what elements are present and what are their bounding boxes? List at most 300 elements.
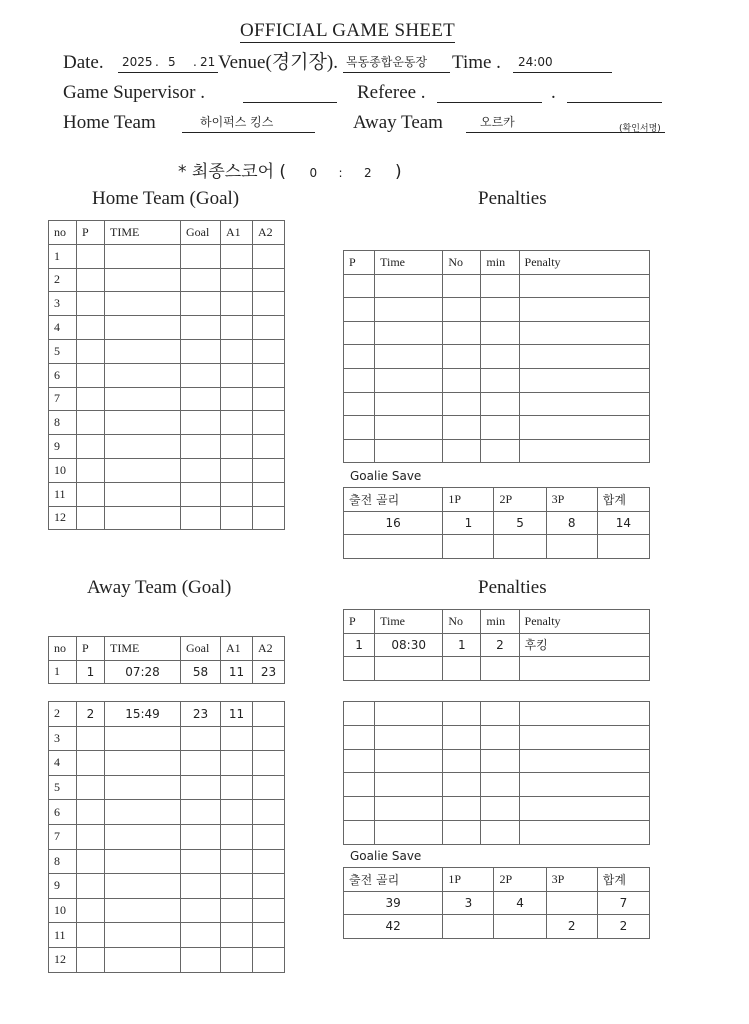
table-cell[interactable]: [253, 435, 285, 459]
table-cell[interactable]: [181, 458, 221, 482]
home-team-underline: [182, 132, 315, 133]
table-cell[interactable]: [221, 411, 253, 435]
table-cell[interactable]: [181, 775, 221, 800]
table-cell[interactable]: [253, 411, 285, 435]
table-cell[interactable]: [519, 797, 649, 821]
table-cell[interactable]: [443, 749, 481, 773]
away-penalties-title: Penalties: [478, 577, 547, 598]
table-cell[interactable]: [481, 298, 519, 322]
table-cell[interactable]: [181, 506, 221, 530]
table-cell[interactable]: [443, 274, 481, 298]
table-cell[interactable]: [519, 368, 649, 392]
supervisor-label: Game Supervisor .: [63, 82, 205, 103]
table-cell[interactable]: 14: [597, 511, 649, 535]
table-row: [49, 947, 285, 972]
table-cell[interactable]: [105, 387, 181, 411]
table-row: [49, 874, 285, 899]
table-cell[interactable]: 1: [344, 633, 375, 657]
date-month[interactable]: 5: [168, 55, 176, 69]
table-cell[interactable]: [519, 439, 649, 463]
table-cell[interactable]: 11: [221, 660, 253, 684]
table-cell[interactable]: [77, 387, 105, 411]
table-cell[interactable]: 4: [49, 751, 77, 776]
table-cell[interactable]: [221, 244, 253, 268]
table-cell[interactable]: [77, 435, 105, 459]
table-cell[interactable]: [181, 435, 221, 459]
table-cell[interactable]: 15:49: [105, 702, 181, 727]
table-cell[interactable]: [77, 268, 105, 292]
table-cell[interactable]: [221, 387, 253, 411]
table-cell[interactable]: [105, 849, 181, 874]
table-row: [344, 891, 650, 915]
table-cell[interactable]: [181, 800, 221, 825]
table-cell[interactable]: [481, 749, 519, 773]
table-cell[interactable]: [253, 244, 285, 268]
table-cell[interactable]: [546, 535, 597, 559]
table-cell[interactable]: 58: [181, 660, 221, 684]
table-cell[interactable]: [77, 923, 105, 948]
table-cell[interactable]: [253, 824, 285, 849]
table-cell[interactable]: [77, 292, 105, 316]
table-cell[interactable]: [253, 775, 285, 800]
table-cell[interactable]: [481, 439, 519, 463]
table-cell[interactable]: 2: [49, 702, 77, 727]
table-cell[interactable]: [181, 849, 221, 874]
table-cell[interactable]: [105, 874, 181, 899]
table-cell[interactable]: [253, 726, 285, 751]
table-cell[interactable]: [344, 702, 375, 726]
table-cell[interactable]: [221, 849, 253, 874]
table-cell[interactable]: [344, 725, 375, 749]
column-header: Goal: [181, 221, 221, 245]
table-cell[interactable]: [375, 749, 443, 773]
table-cell[interactable]: [77, 482, 105, 506]
table-cell[interactable]: 3: [49, 292, 77, 316]
table-cell[interactable]: 23: [253, 660, 285, 684]
table-cell[interactable]: [375, 392, 443, 416]
column-header: 출전 골리: [344, 488, 443, 512]
table-cell[interactable]: 9: [49, 435, 77, 459]
table-cell[interactable]: [375, 797, 443, 821]
table-cell[interactable]: [77, 506, 105, 530]
table-cell[interactable]: [181, 947, 221, 972]
table-cell[interactable]: [181, 268, 221, 292]
table-cell[interactable]: [105, 363, 181, 387]
table-cell[interactable]: [253, 387, 285, 411]
table-cell[interactable]: [77, 775, 105, 800]
table-cell[interactable]: 후킹: [519, 633, 649, 657]
table-cell[interactable]: [344, 657, 375, 681]
table-cell[interactable]: [375, 439, 443, 463]
table-cell[interactable]: 8: [49, 849, 77, 874]
column-header: P: [344, 251, 375, 275]
table-cell[interactable]: [443, 345, 481, 369]
table-cell[interactable]: [221, 824, 253, 849]
table-cell[interactable]: 2: [77, 702, 105, 727]
column-header: No: [443, 610, 481, 634]
table-cell[interactable]: [443, 797, 481, 821]
table-cell[interactable]: [253, 506, 285, 530]
table-cell[interactable]: [181, 898, 221, 923]
table-cell[interactable]: [253, 751, 285, 776]
table-cell[interactable]: [181, 339, 221, 363]
table-cell[interactable]: [105, 923, 181, 948]
table-cell[interactable]: [181, 316, 221, 340]
table-cell[interactable]: [481, 657, 519, 681]
table-cell[interactable]: [77, 874, 105, 899]
table-cell[interactable]: [77, 458, 105, 482]
table-cell[interactable]: [221, 800, 253, 825]
table-cell[interactable]: [481, 274, 519, 298]
table-cell[interactable]: [221, 726, 253, 751]
table-cell[interactable]: [375, 702, 443, 726]
table-row: [344, 535, 650, 559]
table-cell[interactable]: [443, 657, 481, 681]
table-cell[interactable]: 12: [49, 947, 77, 972]
final-score-home[interactable]: 0: [309, 166, 318, 180]
table-row: [49, 506, 285, 530]
table-cell[interactable]: 8: [546, 511, 597, 535]
column-header: min: [481, 610, 519, 634]
table-cell[interactable]: [77, 244, 105, 268]
column-header: P: [77, 221, 105, 245]
table-cell[interactable]: [344, 321, 375, 345]
table-cell[interactable]: 1: [49, 660, 77, 684]
column-header: P: [77, 637, 105, 661]
table-cell[interactable]: 2: [546, 915, 597, 939]
table-cell[interactable]: [481, 368, 519, 392]
table-cell[interactable]: 10: [49, 898, 77, 923]
column-header: No: [443, 251, 481, 275]
table-row: [344, 749, 650, 773]
table-cell[interactable]: [253, 923, 285, 948]
table-cell[interactable]: [105, 316, 181, 340]
table-row: [49, 482, 285, 506]
table-cell[interactable]: 7: [597, 891, 649, 915]
table-cell[interactable]: [105, 775, 181, 800]
table-cell[interactable]: [546, 891, 597, 915]
table-cell[interactable]: [253, 316, 285, 340]
table-cell[interactable]: [375, 345, 443, 369]
table-cell[interactable]: 5: [49, 339, 77, 363]
table-row: [49, 800, 285, 825]
table-cell[interactable]: 07:28: [105, 660, 181, 684]
table-cell[interactable]: [221, 775, 253, 800]
table-cell[interactable]: [443, 535, 494, 559]
table-cell[interactable]: 4: [494, 891, 546, 915]
column-header: A2: [253, 637, 285, 661]
table-cell[interactable]: 08:30: [375, 633, 443, 657]
referee-underline-1: [437, 102, 542, 103]
table-row: [344, 416, 650, 440]
table-cell[interactable]: [519, 392, 649, 416]
table-cell[interactable]: [443, 368, 481, 392]
table-cell[interactable]: [481, 725, 519, 749]
table-cell[interactable]: [375, 657, 443, 681]
table-cell[interactable]: [105, 800, 181, 825]
table-cell[interactable]: [519, 321, 649, 345]
table-cell[interactable]: [221, 751, 253, 776]
table-row: [49, 726, 285, 751]
table-cell[interactable]: [443, 392, 481, 416]
header-row: [344, 868, 650, 892]
table-cell[interactable]: [519, 773, 649, 797]
table-cell[interactable]: [181, 482, 221, 506]
table-cell[interactable]: [221, 923, 253, 948]
table-cell[interactable]: 7: [49, 387, 77, 411]
table-cell[interactable]: [253, 947, 285, 972]
column-header: 출전 골리: [344, 868, 443, 892]
table-cell[interactable]: [519, 749, 649, 773]
table-cell[interactable]: [443, 725, 481, 749]
table-cell[interactable]: [443, 773, 481, 797]
home-team-value[interactable]: 하이퍽스 킹스: [200, 115, 274, 129]
table-cell[interactable]: [519, 702, 649, 726]
table-cell[interactable]: [375, 725, 443, 749]
table-cell[interactable]: [105, 411, 181, 435]
table-cell[interactable]: [253, 874, 285, 899]
table-cell[interactable]: 11: [221, 702, 253, 727]
table-cell[interactable]: [494, 915, 546, 939]
column-header: A1: [221, 221, 253, 245]
column-header: Time: [375, 251, 443, 275]
table-cell[interactable]: [253, 458, 285, 482]
table-cell[interactable]: 1: [443, 633, 481, 657]
table-cell[interactable]: 6: [49, 363, 77, 387]
header-row: [49, 637, 285, 661]
table-cell[interactable]: [344, 368, 375, 392]
table-cell[interactable]: 4: [49, 316, 77, 340]
table-cell[interactable]: [221, 947, 253, 972]
table-cell[interactable]: [105, 292, 181, 316]
date-year[interactable]: 2025: [122, 55, 153, 69]
table-cell[interactable]: [77, 363, 105, 387]
table-cell[interactable]: [443, 702, 481, 726]
table-row: [49, 244, 285, 268]
table-row: [344, 915, 650, 939]
table-cell[interactable]: [344, 345, 375, 369]
table-cell[interactable]: 1: [49, 244, 77, 268]
table-cell[interactable]: 5: [49, 775, 77, 800]
table-cell[interactable]: 3: [443, 891, 494, 915]
table-cell[interactable]: [105, 726, 181, 751]
table-cell[interactable]: [77, 339, 105, 363]
column-header: 3P: [546, 488, 597, 512]
referee-underline-2: [567, 102, 662, 103]
table-cell[interactable]: 2: [481, 633, 519, 657]
date-day[interactable]: 21: [200, 55, 216, 69]
table-cell[interactable]: [105, 898, 181, 923]
home-goal-title: Home Team (Goal): [92, 188, 240, 209]
column-header: TIME: [105, 637, 181, 661]
venue-value[interactable]: 목동종합운동장: [346, 55, 428, 69]
table-cell[interactable]: [344, 298, 375, 322]
table-cell[interactable]: [375, 321, 443, 345]
table-cell[interactable]: 8: [49, 411, 77, 435]
table-cell[interactable]: [181, 244, 221, 268]
table-cell[interactable]: [221, 898, 253, 923]
final-score-label: * 최종스코어 (: [178, 162, 287, 182]
table-cell[interactable]: [77, 947, 105, 972]
table-cell[interactable]: [181, 363, 221, 387]
table-cell[interactable]: [481, 797, 519, 821]
table-cell[interactable]: [344, 820, 375, 844]
table-cell[interactable]: [519, 416, 649, 440]
table-cell[interactable]: 6: [49, 800, 77, 825]
table-cell[interactable]: [105, 751, 181, 776]
table-cell[interactable]: [443, 915, 494, 939]
table-cell[interactable]: [375, 773, 443, 797]
column-header: 합계: [597, 488, 649, 512]
table-cell[interactable]: [253, 800, 285, 825]
table-cell[interactable]: [344, 749, 375, 773]
table-cell[interactable]: [181, 387, 221, 411]
table-cell[interactable]: [481, 345, 519, 369]
table-cell[interactable]: [221, 435, 253, 459]
column-header: A1: [221, 637, 253, 661]
table-cell[interactable]: [519, 274, 649, 298]
table-cell[interactable]: [519, 298, 649, 322]
table-cell[interactable]: [181, 411, 221, 435]
away-penalties-table-bottom: [343, 701, 650, 845]
table-cell[interactable]: [105, 339, 181, 363]
table-cell[interactable]: 1: [77, 660, 105, 684]
table-cell[interactable]: [375, 416, 443, 440]
table-cell[interactable]: [221, 506, 253, 530]
table-cell[interactable]: [77, 800, 105, 825]
table-cell[interactable]: [105, 458, 181, 482]
table-cell[interactable]: 12: [49, 506, 77, 530]
table-cell[interactable]: [181, 726, 221, 751]
table-cell[interactable]: [253, 363, 285, 387]
table-cell[interactable]: [181, 292, 221, 316]
table-cell[interactable]: 11: [49, 482, 77, 506]
table-cell[interactable]: [105, 268, 181, 292]
table-cell[interactable]: [344, 773, 375, 797]
table-cell[interactable]: [344, 797, 375, 821]
table-cell[interactable]: [253, 268, 285, 292]
table-cell[interactable]: [344, 392, 375, 416]
table-cell[interactable]: [253, 898, 285, 923]
table-cell[interactable]: [105, 435, 181, 459]
table-cell[interactable]: 2: [49, 268, 77, 292]
table-cell[interactable]: [77, 751, 105, 776]
table-row: [344, 298, 650, 322]
table-cell[interactable]: [181, 824, 221, 849]
table-cell[interactable]: [519, 345, 649, 369]
referee-dot: .: [551, 82, 556, 103]
table-cell[interactable]: [344, 274, 375, 298]
table-cell[interactable]: [344, 535, 443, 559]
table-cell[interactable]: [221, 874, 253, 899]
table-cell[interactable]: [519, 725, 649, 749]
table-cell[interactable]: [105, 824, 181, 849]
time-value[interactable]: 24:00: [518, 55, 553, 69]
table-cell[interactable]: [221, 458, 253, 482]
column-header: Goal: [181, 637, 221, 661]
away-goal-table-bottom: [48, 701, 285, 973]
table-cell[interactable]: [443, 321, 481, 345]
table-cell[interactable]: [443, 298, 481, 322]
column-header: Penalty: [519, 610, 649, 634]
table-cell[interactable]: 5: [494, 511, 546, 535]
table-cell[interactable]: [443, 820, 481, 844]
table-cell[interactable]: [253, 849, 285, 874]
table-cell[interactable]: 3: [49, 726, 77, 751]
table-cell[interactable]: [481, 416, 519, 440]
table-cell[interactable]: [77, 824, 105, 849]
table-cell[interactable]: 10: [49, 458, 77, 482]
table-cell[interactable]: [519, 657, 649, 681]
table-cell[interactable]: 39: [344, 891, 443, 915]
table-cell[interactable]: [481, 702, 519, 726]
table-cell[interactable]: [105, 482, 181, 506]
table-cell[interactable]: [481, 392, 519, 416]
table-cell[interactable]: 16: [344, 511, 443, 535]
table-cell[interactable]: [221, 363, 253, 387]
table-cell[interactable]: [105, 947, 181, 972]
table-cell[interactable]: [481, 321, 519, 345]
table-cell[interactable]: [105, 244, 181, 268]
table-cell[interactable]: [443, 416, 481, 440]
final-score-away[interactable]: 2: [363, 166, 372, 180]
table-cell[interactable]: [253, 482, 285, 506]
table-cell[interactable]: [77, 849, 105, 874]
table-cell[interactable]: [375, 368, 443, 392]
table-cell[interactable]: [181, 874, 221, 899]
table-cell[interactable]: 2: [597, 915, 649, 939]
table-cell[interactable]: [253, 339, 285, 363]
table-cell[interactable]: [221, 268, 253, 292]
table-cell[interactable]: [221, 316, 253, 340]
table-cell[interactable]: [221, 482, 253, 506]
table-cell[interactable]: [77, 898, 105, 923]
table-cell[interactable]: [494, 535, 546, 559]
table-cell[interactable]: [375, 274, 443, 298]
table-cell[interactable]: 23: [181, 702, 221, 727]
table-cell[interactable]: [481, 773, 519, 797]
table-cell[interactable]: [443, 439, 481, 463]
table-cell[interactable]: [77, 411, 105, 435]
table-cell[interactable]: 1: [443, 511, 494, 535]
table-cell[interactable]: [253, 292, 285, 316]
table-cell[interactable]: [597, 535, 649, 559]
table-row: [49, 898, 285, 923]
table-cell[interactable]: [77, 316, 105, 340]
table-row: [344, 368, 650, 392]
table-cell[interactable]: [105, 506, 181, 530]
table-cell[interactable]: [344, 416, 375, 440]
table-cell[interactable]: [253, 702, 285, 727]
table-cell[interactable]: [375, 820, 443, 844]
table-cell[interactable]: [181, 751, 221, 776]
table-cell[interactable]: [221, 339, 253, 363]
table-cell[interactable]: [221, 292, 253, 316]
table-cell[interactable]: [519, 820, 649, 844]
table-cell[interactable]: 9: [49, 874, 77, 899]
table-cell[interactable]: 7: [49, 824, 77, 849]
table-cell[interactable]: [375, 298, 443, 322]
table-cell[interactable]: 11: [49, 923, 77, 948]
table-cell[interactable]: [344, 439, 375, 463]
table-cell[interactable]: [481, 820, 519, 844]
table-row: [344, 439, 650, 463]
table-cell[interactable]: [181, 923, 221, 948]
table-cell[interactable]: [77, 726, 105, 751]
table-cell[interactable]: 42: [344, 915, 443, 939]
away-team-value[interactable]: 오르카: [480, 115, 515, 129]
table-row: [344, 345, 650, 369]
